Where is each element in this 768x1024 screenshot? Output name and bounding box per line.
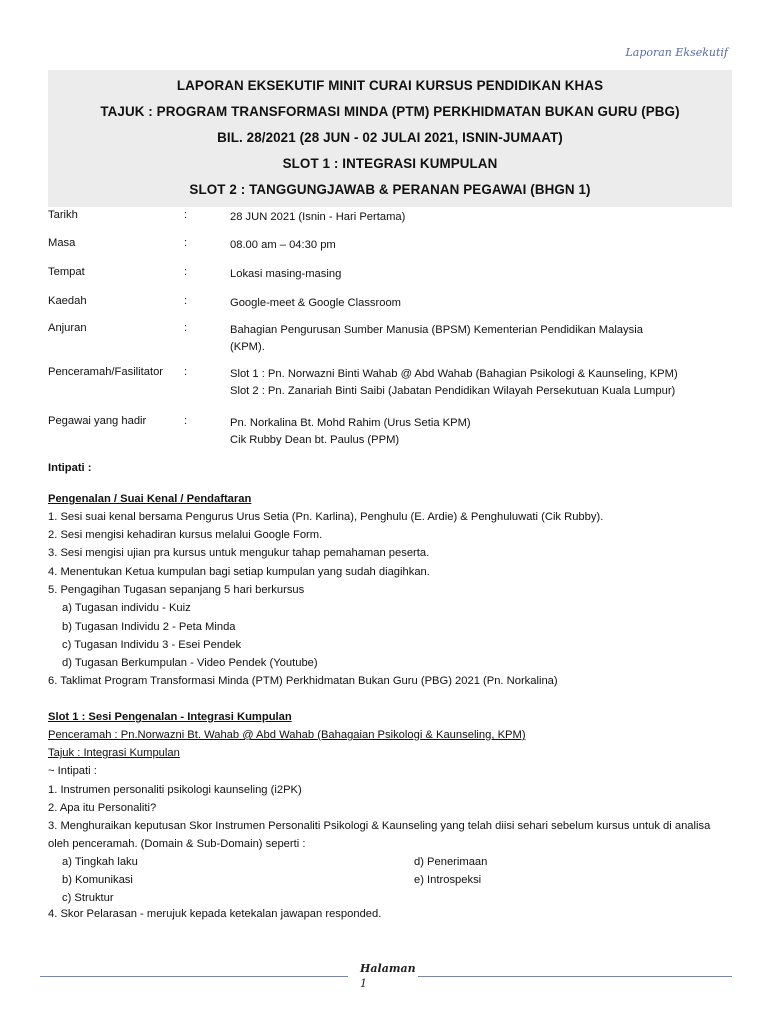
- info-colon: :: [184, 295, 188, 307]
- footer-page-label: Halaman: [360, 962, 416, 975]
- list-item: 3. Sesi mengisi ujian pra kursus untuk mengukur tahap pemahaman peserta.: [48, 547, 430, 559]
- info-value: [230, 322, 643, 356]
- slot1-intipati: ~ Intipati :: [48, 765, 97, 777]
- domain-item: d) Penerimaan: [414, 856, 488, 868]
- info-label: Anjuran: [48, 322, 87, 334]
- domain-item: e) Introspeksi: [414, 874, 482, 886]
- footer-rule-right: [418, 976, 732, 977]
- info-colon: :: [184, 266, 188, 278]
- domain-item: b) Komunikasi: [62, 874, 133, 886]
- sub-list-item: b) Tugasan Individu 2 - Peta Minda: [62, 621, 236, 633]
- list-item: 1. Instrumen personaliti psikologi kaunseling (i2PK): [48, 784, 302, 796]
- info-colon: :: [184, 237, 188, 249]
- running-header: Laporan Eksekutif: [625, 46, 728, 59]
- info-label: Penceramah/Fasilitator: [48, 366, 164, 378]
- list-item: 4. Skor Pelarasan - merujuk kepada ketekalan jawapan responded.: [48, 908, 382, 920]
- intipati-heading: Intipati :: [48, 462, 92, 474]
- list-item: 1. Sesi suai kenal bersama Pengurus Urus Setia (Pn. Karlina), Penghulu (E. Ardie) & Penghuluwati (Cik Rubby).: [48, 511, 604, 523]
- info-value-line: Slot 1 : Pn. Norwazni Binti Wahab @ Abd Wahab (Bahagian Psikologi & Kaunseling, KPM): [230, 368, 678, 380]
- report-slot-2: SLOT 2 : TANGGUNGJAWAB & PERANAN PEGAWAI (BHGN 1): [189, 182, 591, 197]
- sub-list-item: d) Tugasan Berkumpulan - Video Pendek (Youtube): [62, 657, 318, 669]
- info-value: Lokasi masing-masing: [230, 268, 342, 280]
- info-colon: :: [184, 209, 188, 221]
- list-item: 4. Menentukan Ketua kumpulan bagi setiap kumpulan yang sudah diagihkan.: [48, 566, 430, 578]
- list-item: 2. Apa itu Personaliti?: [48, 802, 157, 814]
- slot1-tajuk: Tajuk : Integrasi Kumpulan: [48, 747, 180, 759]
- info-label: Kaedah: [48, 295, 87, 307]
- info-value-line: Pn. Norkalina Bt. Mohd Rahim (Urus Setia KPM): [230, 417, 471, 429]
- domain-item: c) Struktur: [62, 892, 114, 904]
- sub-list-item: a) Tugasan individu - Kuiz: [62, 602, 191, 614]
- info-value-line: Slot 2 : Pn. Zanariah Binti Saibi (Jabatan Pendidikan Wilayah Persekutuan Kuala Lumpur): [230, 385, 676, 397]
- domain-item: a) Tingkah laku: [62, 856, 138, 868]
- info-label: Tarikh: [48, 209, 78, 221]
- info-value: [230, 415, 471, 449]
- info-value-line: (KPM).: [230, 341, 265, 353]
- slot1-penceramah: Penceramah : Pn.Norwazni Bt. Wahab @ Abd Wahab (Bahagaian Psikologi & Kaunseling, KPM): [48, 729, 526, 741]
- list-item: 5. Pengagihan Tugasan sepanjang 5 hari berkursus: [48, 584, 305, 596]
- footer-page-number: 1: [360, 977, 367, 990]
- pengenalan-heading: Pengenalan / Suai Kenal / Pendaftaran: [48, 493, 252, 505]
- sub-list-item: c) Tugasan Individu 3 - Esei Pendek: [62, 639, 242, 651]
- info-colon: :: [184, 322, 188, 334]
- title-block: [48, 70, 732, 207]
- info-label: Tempat: [48, 266, 85, 278]
- info-value: 28 JUN 2021 (Isnin - Hari Pertama): [230, 211, 406, 223]
- report-subtitle: TAJUK : PROGRAM TRANSFORMASI MINDA (PTM) PERKHIDMATAN BUKAN GURU (PBG): [100, 104, 680, 119]
- report-slot-1: SLOT 1 : INTEGRASI KUMPULAN: [282, 156, 498, 171]
- info-value: Google-meet & Google Classroom: [230, 297, 401, 309]
- info-label: Pegawai yang hadir: [48, 415, 147, 427]
- info-value-line: Cik Rubby Dean bt. Paulus (PPM): [230, 434, 400, 446]
- slot1-heading: Slot 1 : Sesi Pengenalan - Integrasi Kumpulan: [48, 711, 292, 723]
- list-item: 3. Menghuraikan keputusan Skor Instrumen Personaliti Psikologi & Kaunseling yang telah diisi sehari sebelum kursus untuk di analisa: [48, 820, 711, 832]
- info-value: 08.00 am – 04:30 pm: [230, 239, 336, 251]
- list-item: 2. Sesi mengisi kehadiran kursus melalui Google Form.: [48, 529, 323, 541]
- info-value: [230, 366, 678, 400]
- report-title: LAPORAN EKSEKUTIF MINIT CURAI KURSUS PENDIDIKAN KHAS: [176, 78, 604, 93]
- report-bil: BIL. 28/2021 (28 JUN - 02 JULAI 2021, ISNIN-JUMAAT): [217, 130, 563, 145]
- list-item: 6. Taklimat Program Transformasi Minda (PTM) Perkhidmatan Bukan Guru (PBG) 2021 (Pn. Norkalina): [48, 675, 558, 687]
- info-value-line: Bahagian Pengurusan Sumber Manusia (BPSM) Kementerian Pendidikan Malaysia: [230, 324, 643, 336]
- footer-rule-left: [40, 976, 348, 977]
- info-colon: :: [184, 415, 188, 427]
- info-colon: :: [184, 366, 188, 378]
- list-item-continuation: oleh penceramah. (Domain & Sub-Domain) seperti :: [48, 838, 306, 850]
- info-label: Masa: [48, 237, 76, 249]
